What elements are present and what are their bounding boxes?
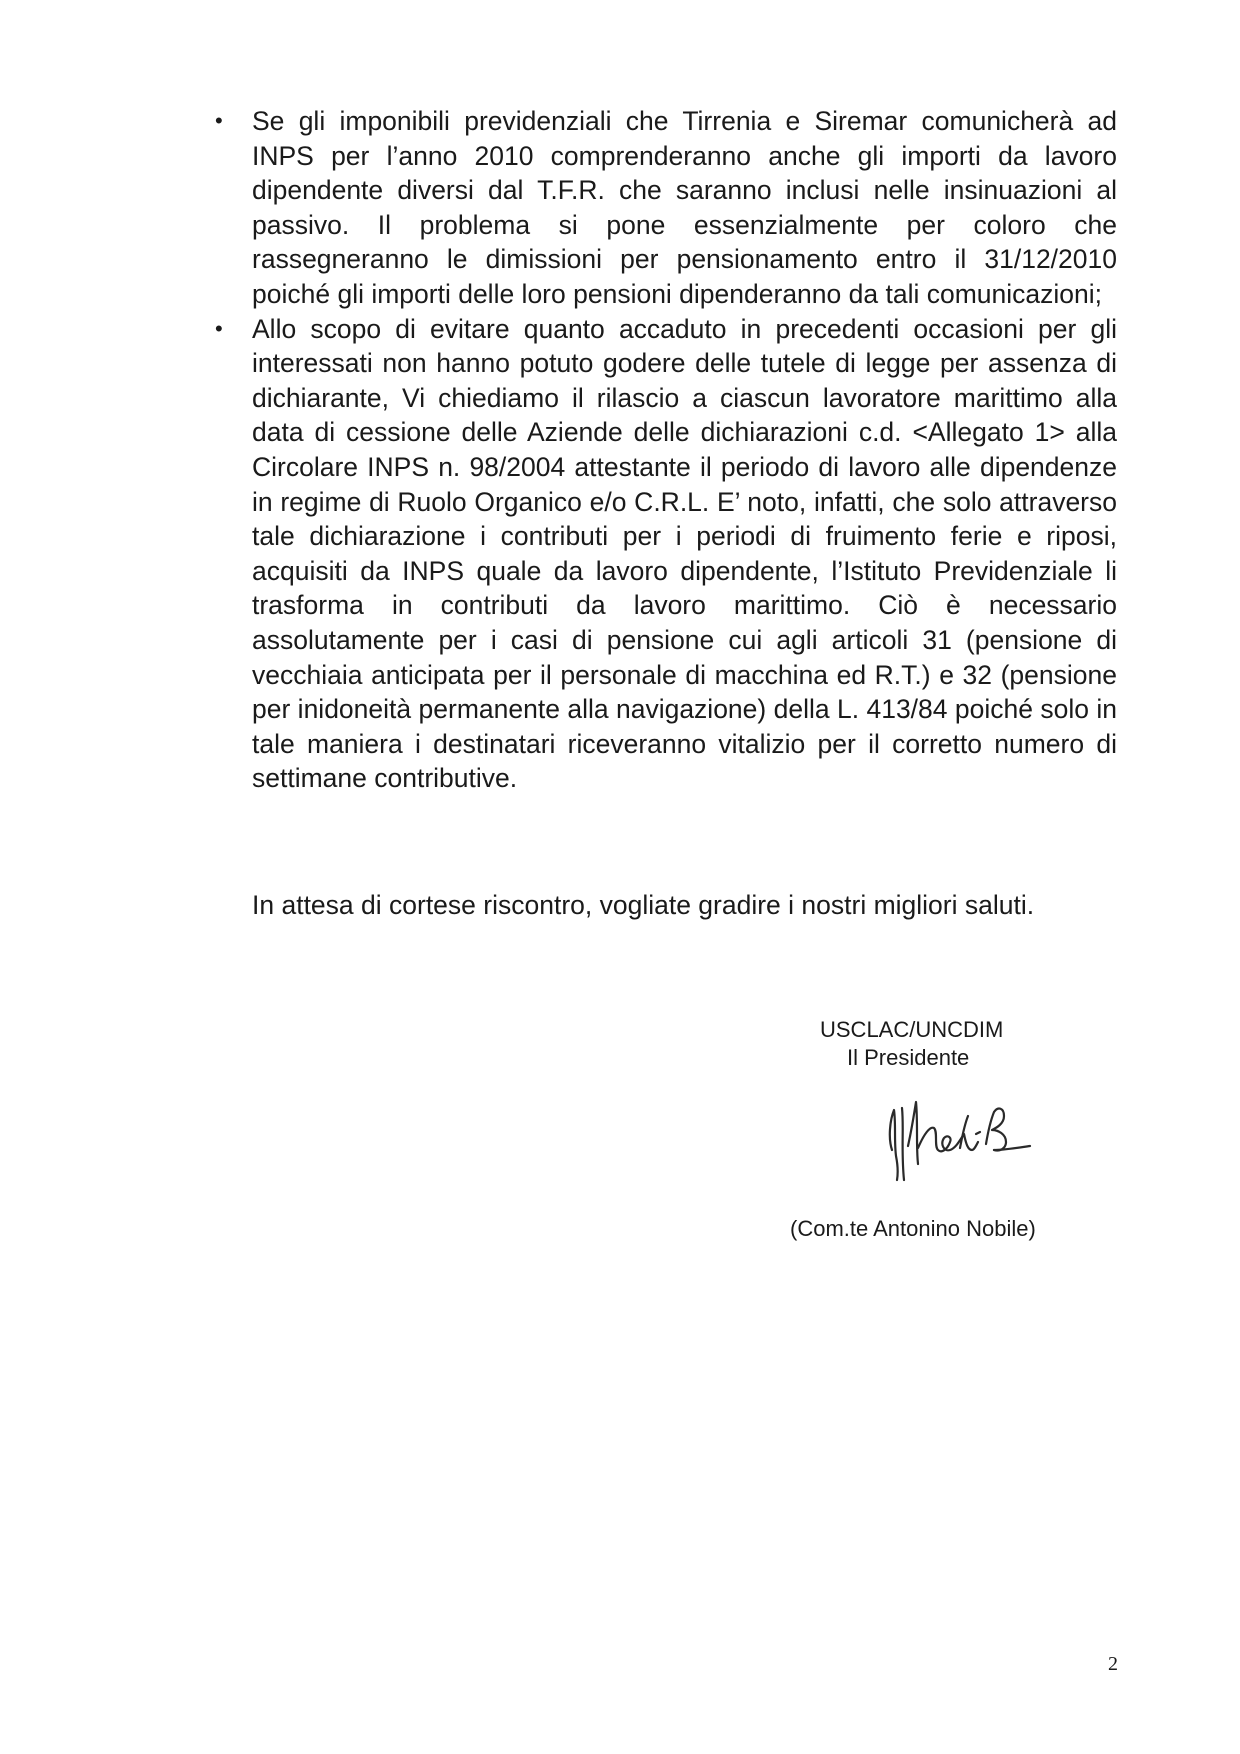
- bullet-item-allegato: [215, 312, 1117, 796]
- handwritten-signature-icon: [880, 1088, 1050, 1188]
- bullet-text: Se gli imponibili previdenziali che Tirrenia e Siremar comunicherà ad INPS per l’anno 2010 comprenderanno anche gli importi da lavoro dipendente diversi dal T.F.R. che saranno inclusi nelle insinuazioni al passivo. Il problema si pone essenzialmente per coloro che rassegneranno le dimissioni per pensionamento entro il 31/12/2010 poiché gli importi delle loro pensioni dipenderanno da tali comunicazioni;: [252, 106, 1117, 309]
- bullet-item-tirrenia-siremar: [215, 104, 1117, 312]
- page-number: 2: [1108, 1653, 1118, 1675]
- bullet-icon: •: [215, 315, 223, 341]
- signatory-role: Il Presidente: [847, 1045, 970, 1070]
- signatory-name: (Com.te Antonino Nobile): [790, 1216, 1036, 1241]
- bullet-text: Allo scopo di evitare quanto accaduto in precedenti occasioni per gli interessati non hanno potuto godere delle tutele di legge per assenza di dichiarante, Vi chiediamo il rilascio a ciascun lavoratore marittimo alla data di cessione delle Aziende delle dichiarazioni c.d. <Allegato 1> alla Circolare INPS n. 98/2004 attestante il periodo di lavoro alle dipendenze in regime di Ruolo Organico e/o C.R.L. E’ noto, infatti, che solo attraverso tale dichiarazione i contributi per i periodi di fruimento ferie e riposi, acquisiti da INPS quale da lavoro dipendente, l’Istituto Previdenziale li trasforma in contributi da lavoro marittimo. Ciò è necessario assolutamente per i casi di pensione cui agli articoli 31 (pensione di vecchiaia anticipata per il personale di macchina ed R.T.) e 32 (pensione per inidoneità permanente alla navigazione) della L. 413/84 poiché solo in tale maniera i destinatari riceveranno vitalizio per il corretto numero di settimane contributive.: [252, 313, 1117, 794]
- bullet-list: [215, 104, 1117, 796]
- bullet-icon: •: [215, 108, 223, 133]
- signatory-organization: USCLAC/UNCDIM: [820, 1017, 1004, 1042]
- closing-sentence: In attesa di cortese riscontro, vogliate gradire i nostri migliori saluti.: [252, 890, 1035, 920]
